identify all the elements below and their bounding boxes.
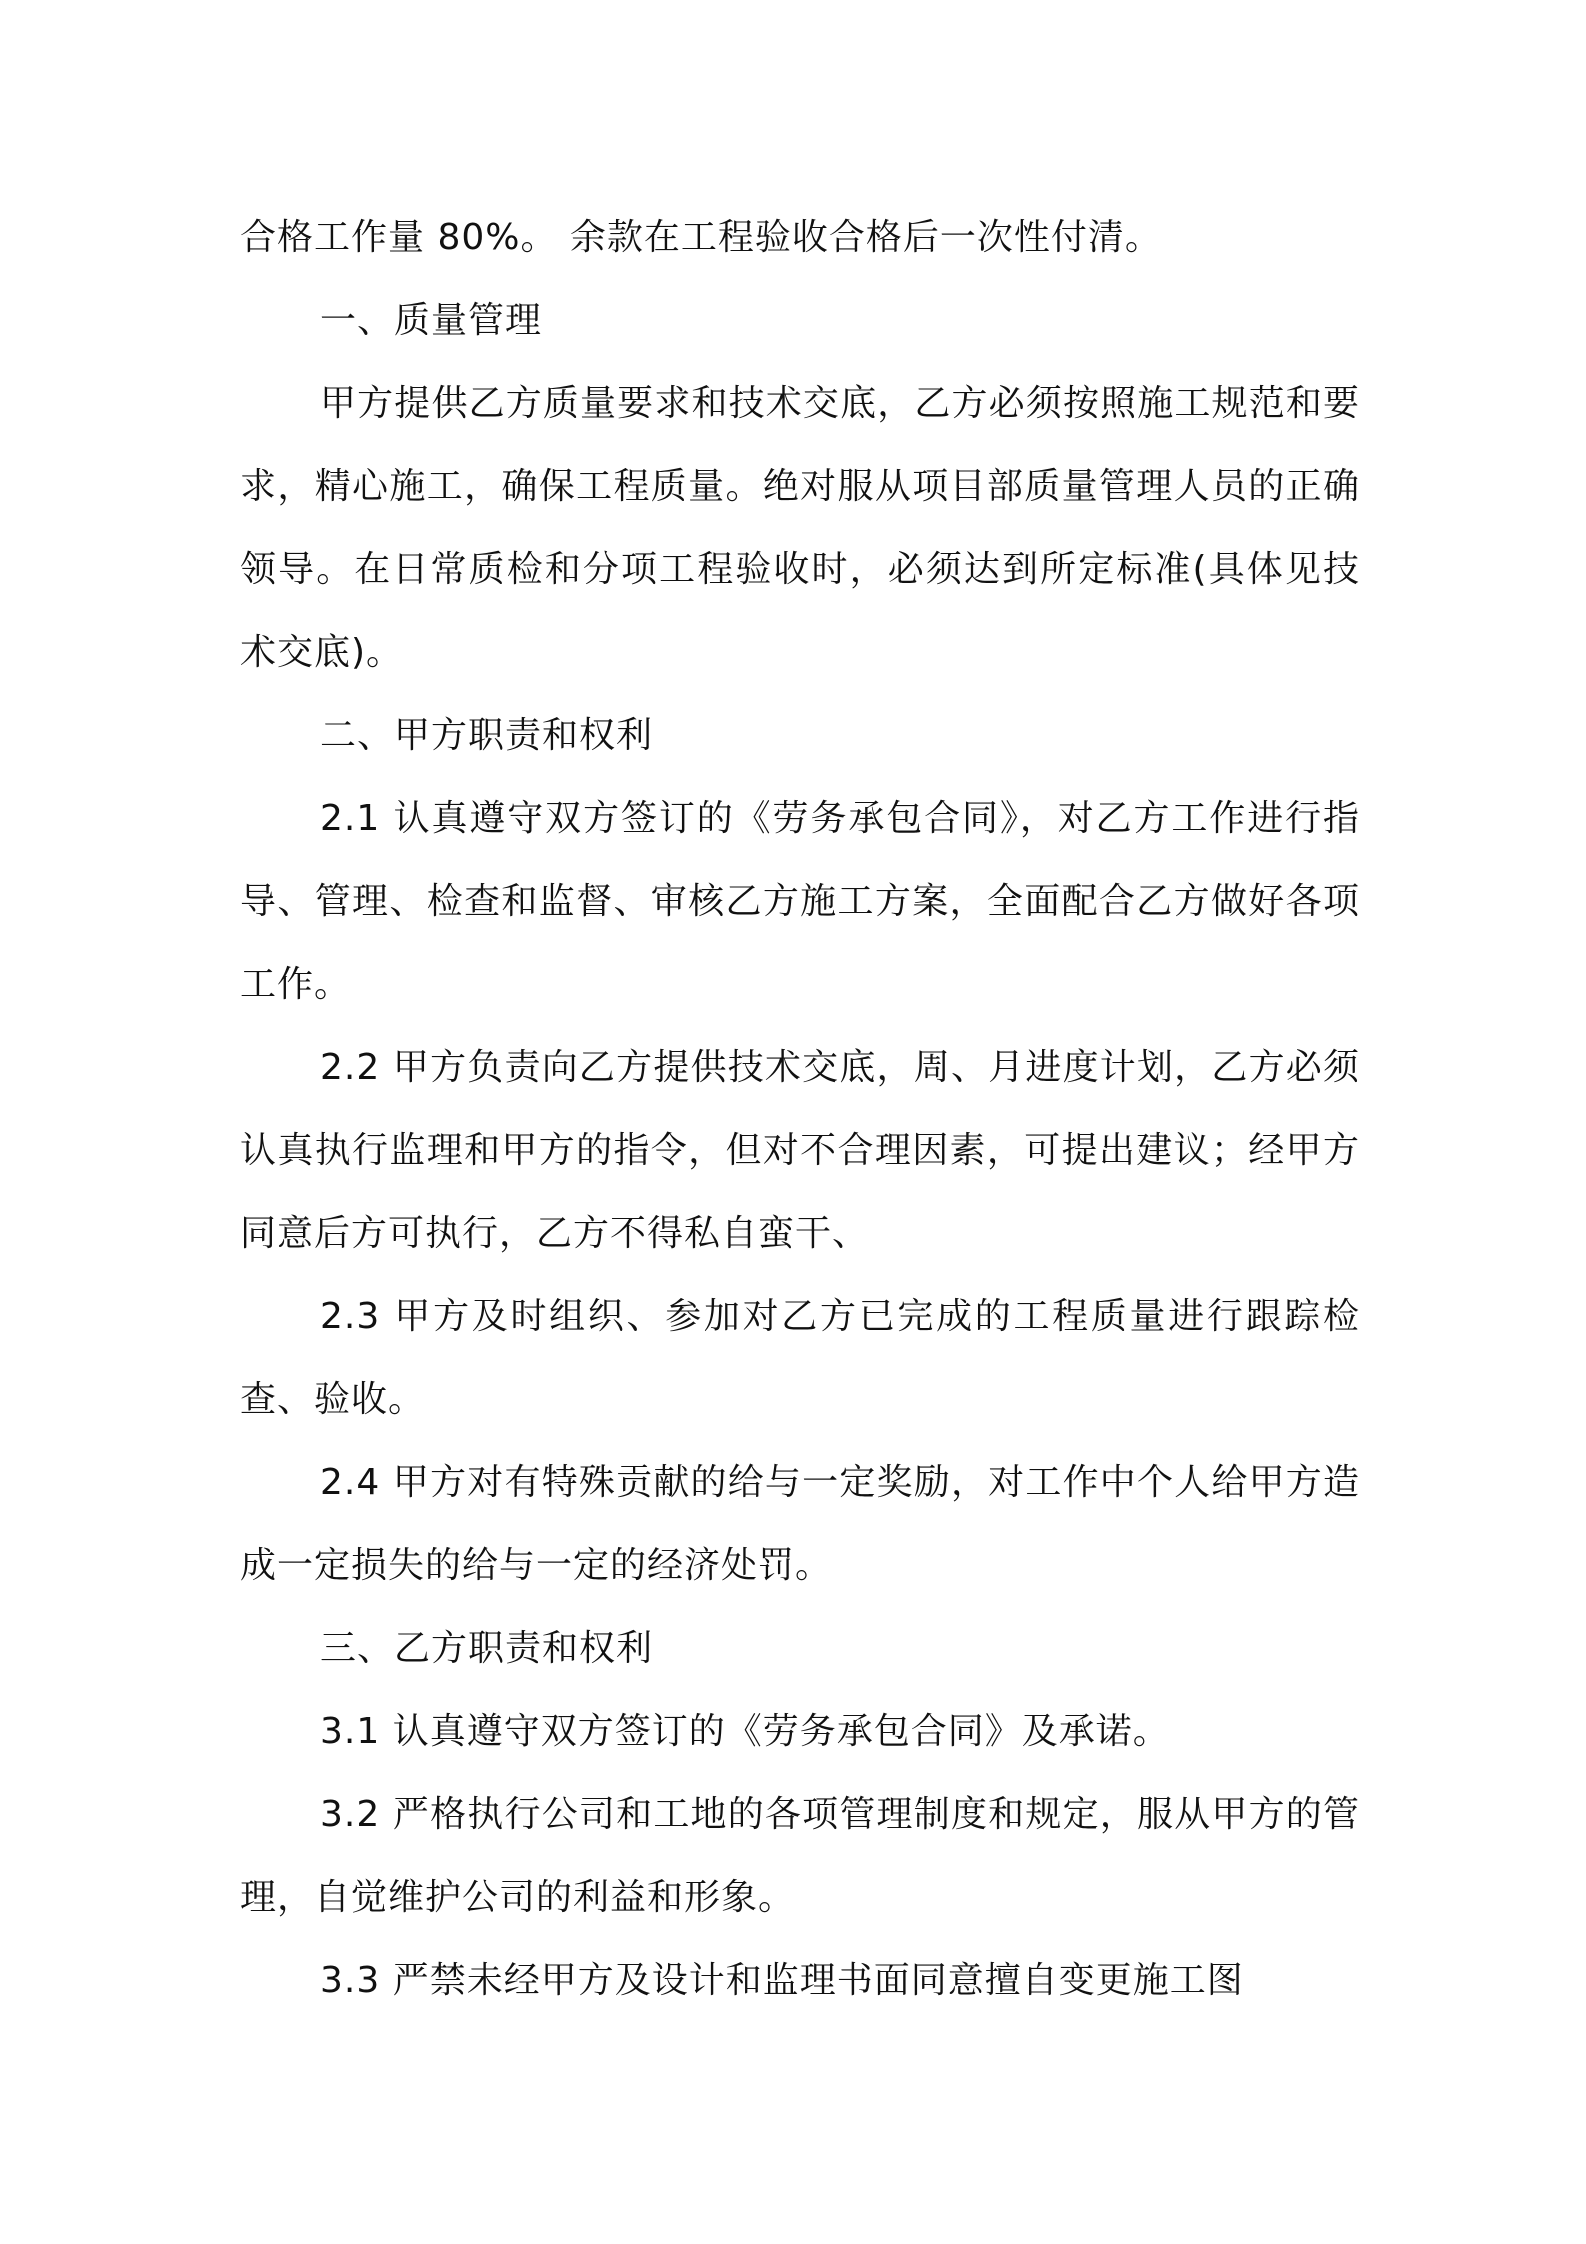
clause-2-4: 2.4 甲方对有特殊贡献的给与一定奖励，对工作中个人给甲方造成一定损失的给与一定的经济处罚。: [240, 1462, 1360, 1586]
clause-3-2: 3.2 严格执行公司和工地的各项管理制度和规定，服从甲方的管理，自觉维护公司的利益和形象。: [240, 1794, 1360, 1918]
paragraph-payment-terms: 合格工作量 80%。 余款在工程验收合格后一次性付清。: [240, 217, 1162, 258]
clause-3-1: 3.1 认真遵守双方签订的《劳务承包合同》及承诺。: [320, 1711, 1170, 1752]
clause-3-3: 3.3 严禁未经甲方及设计和监理书面同意擅自变更施工图: [320, 1960, 1244, 2001]
document-body: [240, 196, 1360, 2022]
heading-party-b-duties: 三、乙方职责和权利: [320, 1628, 654, 1669]
heading-party-a-duties: 二、甲方职责和权利: [320, 715, 654, 756]
heading-quality-management: 一、质量管理: [320, 300, 543, 341]
paragraph-quality-requirements: 甲方提供乙方质量要求和技术交底，乙方必须按照施工规范和要求，精心施工，确保工程质量。绝对服从项目部质量管理人员的正确领导。在日常质检和分项工程验收时，必须达到所定标准(具体见技术交底)。: [240, 383, 1360, 673]
clause-2-3: 2.3 甲方及时组织、参加对乙方已完成的工程质量进行跟踪检查、验收。: [240, 1296, 1360, 1420]
clause-2-2: 2.2 甲方负责向乙方提供技术交底，周、月进度计划，乙方必须认真执行监理和甲方的指令，但对不合理因素，可提出建议；经甲方同意后方可执行，乙方不得私自蛮干、: [240, 1047, 1360, 1254]
clause-2-1: 2.1 认真遵守双方签订的《劳务承包合同》，对乙方工作进行指导、管理、检查和监督、审核乙方施工方案，全面配合乙方做好各项工作。: [240, 798, 1360, 1005]
